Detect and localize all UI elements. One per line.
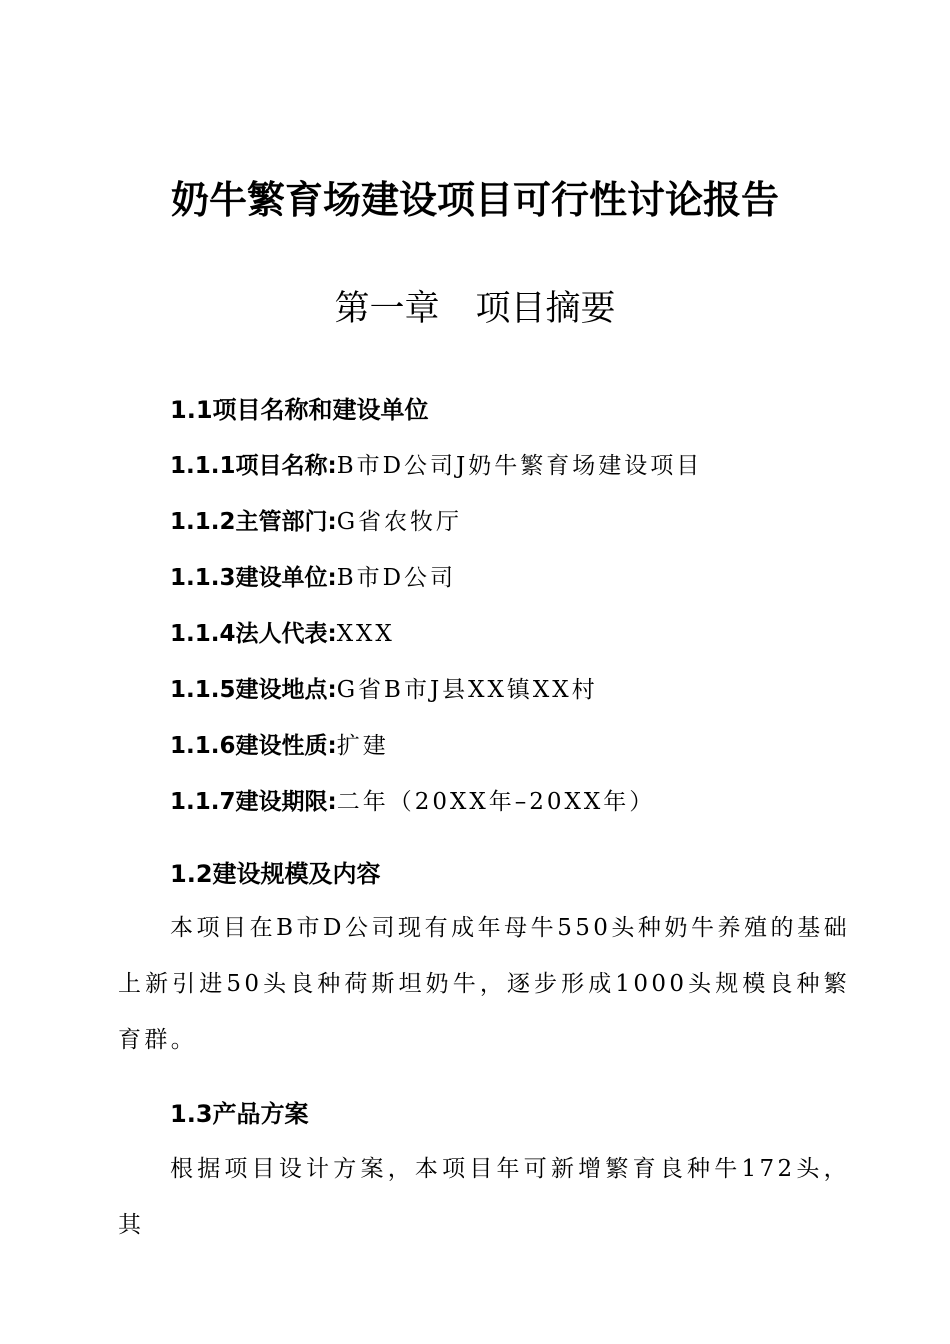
paragraph-scale: 本项目在B市D公司现有成年母牛550头种奶牛养殖的基础上新引进50头良种荷斯坦奶牛，逐步形成1000头规模良种繁育群。 — [118, 915, 850, 1053]
info-item-key: 1.1.2主管部门: — [170, 509, 337, 535]
info-item-department — [170, 504, 462, 540]
info-item-key: 1.1.1项目名称: — [170, 453, 337, 479]
info-item-key: 1.1.5建设地点: — [170, 677, 337, 703]
info-item-location — [170, 672, 598, 708]
info-item-value: 二年（20XX年–20XX年） — [336, 789, 656, 815]
section-heading-1-2: 1.2建设规模及内容 — [170, 860, 381, 888]
info-item-project-name — [170, 448, 702, 484]
section-heading-1-3: 1.3产品方案 — [170, 1100, 309, 1128]
chapter-name: 项目摘要 — [475, 289, 616, 329]
info-item-key: 1.1.4法人代表: — [170, 621, 337, 647]
info-item-value: B市D公司 — [336, 565, 457, 591]
info-item-key: 1.1.6建设性质: — [170, 733, 337, 759]
section-heading-1-1: 1.1项目名称和建设单位 — [170, 396, 429, 424]
info-item-builder — [170, 560, 456, 596]
info-item-nature — [170, 728, 389, 764]
info-item-value: B市D公司J奶牛繁育场建设项目 — [336, 453, 703, 479]
document-title: 奶牛繁育场建设项目可行性讨论报告 — [170, 178, 779, 222]
info-item-value: 扩建 — [336, 733, 389, 759]
chapter-number: 第一章 — [334, 289, 440, 329]
info-item-legal-rep — [170, 616, 395, 652]
paragraph-product-plan: 根据项目设计方案，本项目年可新增繁育良种牛172头，其 — [118, 1156, 850, 1238]
info-item-value: XXX — [336, 621, 395, 647]
info-item-value: G省农牧厅 — [336, 509, 463, 535]
chapter-heading — [0, 284, 950, 334]
info-item-period — [170, 784, 655, 820]
info-item-key: 1.1.7建设期限: — [170, 789, 337, 815]
info-item-key: 1.1.3建设单位: — [170, 565, 337, 591]
info-item-value: G省B市J县XX镇XX村 — [336, 677, 598, 703]
